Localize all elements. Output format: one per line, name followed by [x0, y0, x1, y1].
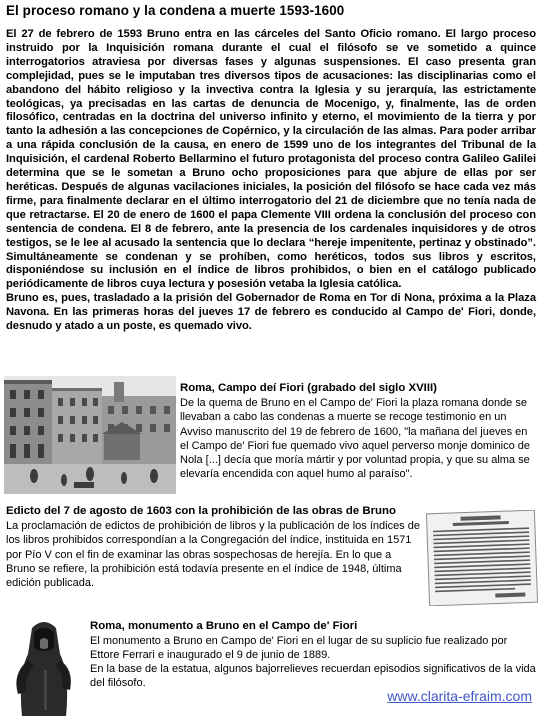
section-text: La proclamación de edictos de prohibición de libros y la publicación de los índices de los libros prohibidos correspondían a la Congregación del índice, instituida en 1571 por Pío V con el fin de examinar las obras sospechosas de herejía. En lo que a Bruno se refiere, la prohibición está todavía presente en el índice de 1948, última edición publicada. [6, 520, 420, 590]
main-paragraph: El 27 de febrero de 1593 Bruno entra en las cárceles del Santo Oficio romano. El largo proceso instruido por la Inquisición romana durante el cual el filósofo se ve sometido a quince interrogatorios atraviesa por diversas fases y algunas suspensiones. El caso presenta gran complejidad, pues se le imputaban tres diversos tipos de acusaciones: las disciplinarias como el abandono del hábito religioso y la invectiva contra la Iglesia y su jerarquía, las estrictamente teológicas, ya precisadas en las cartas de denuncia de Mocenigo, y, finalmente, las de orden filosófico, centradas en la doctrina del universo infinito y eterno, el movimiento de la tierra y por tanto la adhesión a las concepciones de Copérnico, y la circulación de las almas. Para poder arribar a una rápida conclusión de la causa, en enero de 1599 uno de los integrantes del Tribunal de la Inquisición, el cardenal Roberto Bellarmino el futuro protagonista del proceso contra Galileo Galilei determina que se le sometan a Bruno ocho proposiciones para que abjure de ellas por ser heréticas. Después de algunas vacilaciones iniciales, la posición del filósofo se hace cada vez más firme, para finalmente declarar en el último interrogatorio del 21 de diciembre que no tenía nada de que retractarse. El 20 de enero de 1600 el papa Clemente VIII ordena la conclusión del proceso con sentencia de condena. El 8 de febrero, ante la presencia de los cardenales inquisidores y de otros testigos, se le lee al acusado la sentencia que lo declara “hereje impenitente, pertinaz y obstinado”. Simultáneamente se condenan y se prohíben, como heréticos, todos sus libros y escritos, disponiéndose su inclusión en el índice de libros prohibidos, o bien en el catálogo publicado periódicamente de libros cuya lectura y posesión vetaba la Iglesia católica. [6, 28, 536, 291]
main-text [6, 28, 536, 334]
section-heading: Roma, Campo deí Fiori (grabado del siglo XVIII) [180, 382, 437, 394]
section-text: De la quema de Bruno en el Campo de' Fiori la plaza romana donde se llevaban a cabo las condenas a muerte se recoge testimonio en un Avviso manuscrito del 19 de febrero de 1600, "la mañana del jueves en el Campo de' Fiori fue quemado vivo aquel perverso monje dominico de Nola [...] decía que moría mártir y por voluntad propia, y que su alma se elevaría encendida con aquel humo al paraíso". [180, 397, 531, 481]
bruno-statue-image [4, 614, 84, 716]
main-paragraph: Bruno es, pues, trasladado a la prisión del Gobernador de Roma en Tor di Nona, próxima a la Plaza Navona. En las primeras horas del jueves 17 de febrero es conducido al Campo de' Fiori, donde, desnudo y atado a un poste, es quemado vivo. [6, 292, 536, 333]
website-link[interactable]: www.clarita-efraim.com [387, 688, 532, 704]
section-text: El monumento a Bruno en Campo de' Fiori en el lugar de su suplicio fue realizado por Ettore Ferrari e inaugurado el 9 de junio de 1889. [90, 635, 508, 662]
section-heading: Roma, monumento a Bruno en el Campo de' Fiori [90, 620, 358, 632]
section-heading: Edicto del 7 de agosto de 1603 con la prohibición de las obras de Bruno [6, 505, 396, 517]
page-title: El proceso romano y la condena a muerte 1593-1600 [6, 3, 345, 18]
campo-fiori-engraving [4, 376, 176, 494]
section-text: En la base de la estatua, algunos bajorrelieves recuerdan episodios significativos de la vida del filósofo. [90, 663, 536, 690]
edict-document-image [424, 510, 538, 606]
